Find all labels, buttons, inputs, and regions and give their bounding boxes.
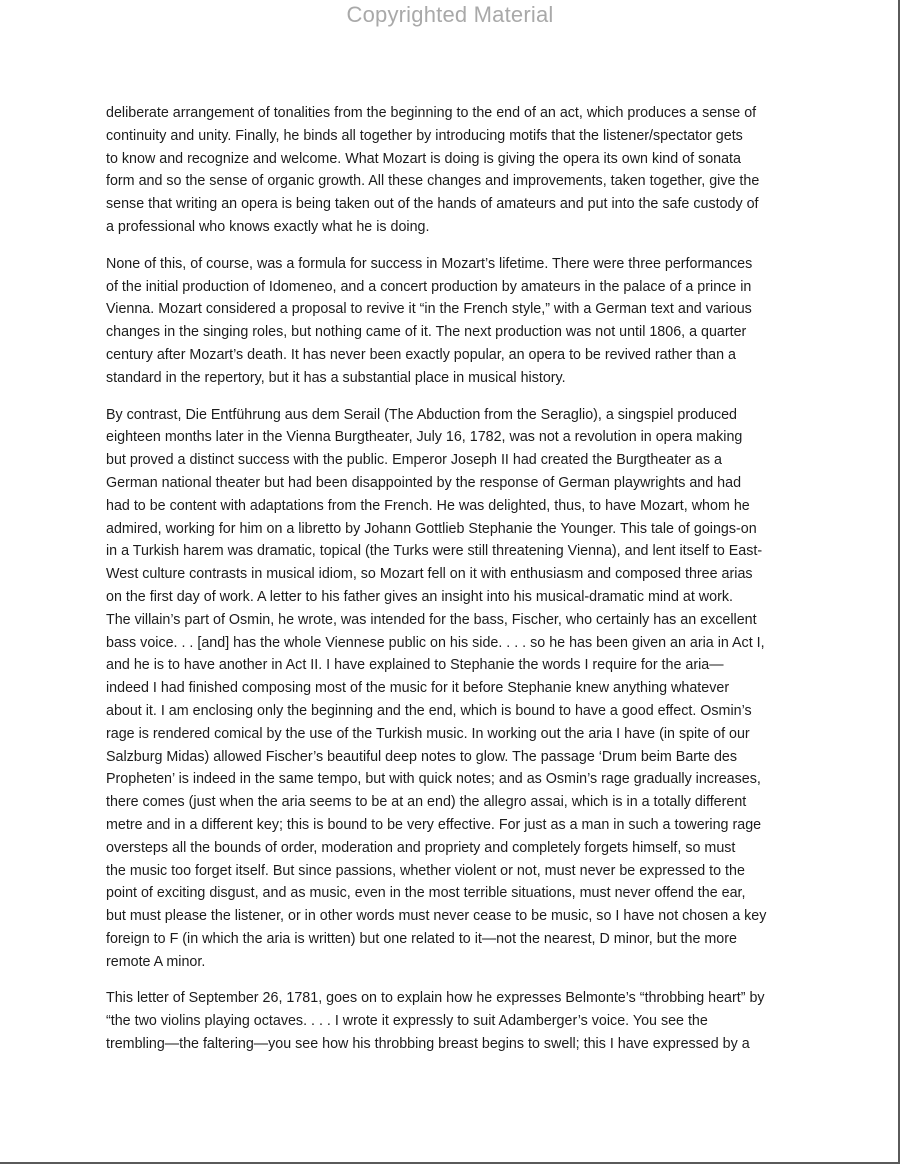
paragraph-belmonte-letter: [106, 987, 796, 1055]
text-line: The villain’s part of Osmin, he wrote, was intended for the bass, Fischer, who certainly has an excellent: [106, 611, 757, 628]
text-line: “the two violins playing octaves. . . . I wrote it expressly to suit Adamberger’s voice. You see the: [106, 1013, 708, 1030]
text-line: the music too forget itself. But since passions, whether violent or not, must never be expressed to the: [106, 862, 745, 879]
text-line: Vienna. Mozart considered a proposal to revive it “in the French style,” with a German text and various: [106, 301, 752, 318]
text-line: but must please the listener, or in other words must never cease to be music, so I have not chosen a key: [106, 908, 767, 925]
text-line: continuity and unity. Finally, he binds all together by introducing motifs that the listener/spectator gets: [106, 127, 743, 144]
text-line: deliberate arrangement of tonalities from the beginning to the end of an act, which produces a sense of: [106, 105, 757, 121]
text-line: oversteps all the bounds of order, moderation and propriety and completely forgets himself, so must: [106, 839, 736, 856]
paragraph-idomeneo-structure: [106, 102, 796, 239]
text-line: form and so the sense of organic growth. All these changes and improvements, taken together, give the: [106, 173, 760, 190]
text-line: and he is to have another in Act II. I have explained to Stephanie the words I require for the aria—: [106, 657, 724, 674]
text-line: foreign to F (in which the aria is written) but one related to it—not the nearest, D minor, but the more: [106, 930, 737, 947]
text-line: German national theater but had been disappointed by the response of German playwrights and had: [106, 474, 742, 491]
text-line: Salzburg Midas) allowed Fischer’s beautiful deep notes to glow. The passage ‘Drum beim Barte des: [106, 748, 737, 765]
text-line: had to be content with adaptations from the French. He was delighted, thus, to have Mozart, whom he: [106, 497, 750, 514]
text-line: This letter of September 26, 1781, goes on to explain how he expresses Belmonte’s “throbbing heart” by: [106, 990, 765, 1007]
text-line: eighteen months later in the Vienna Burgtheater, July 16, 1782, was not a revolution in opera making: [106, 429, 743, 446]
text-line: indeed I had finished composing most of the music for it before Stephanie knew anything whatever: [106, 680, 730, 697]
text-line: about it. I am enclosing only the beginning and the end, which is bound to have a good effect. Osmin’s: [106, 702, 752, 719]
text-line: admired, working for him on a libretto by Johann Gottlieb Stephanie the Younger. This tale of goings-on: [106, 520, 757, 537]
text-line: in a Turkish harem was dramatic, topical (the Turks were still threatening Vienna), and lent itself to East-: [106, 543, 763, 560]
text-line: of the initial production of Idomeneo, and a concert production by amateurs in the palace of a prince in: [106, 278, 752, 295]
text-line: Propheten’ is indeed in the same tempo, but with quick notes; and as Osmin’s rage gradually increases,: [106, 771, 761, 788]
text-line: but proved a distinct success with the public. Emperor Joseph II had created the Burgtheater as a: [106, 452, 722, 469]
text-line: remote A minor.: [106, 953, 206, 970]
text-line: By contrast, Die Entführung aus dem Serail (The Abduction from the Seraglio), a singspiel produced: [106, 406, 737, 423]
text-line: sense that writing an opera is being taken out of the hands of amateurs and put into the safe custody of: [106, 196, 759, 213]
text-line: West culture contrasts in musical idiom, so Mozart fell on it with enthusiasm and composed three arias: [106, 566, 753, 583]
text-line: there comes (just when the aria seems to be at an end) the allegro assai, which is in a totally different: [106, 794, 747, 811]
page-body: [106, 102, 796, 1070]
text-line: a professional who knows exactly what he is doing.: [106, 218, 430, 235]
text-line: changes in the singing roles, but nothing came of it. The next production was not until 1806, a quarter: [106, 324, 747, 341]
text-line: century after Mozart’s death. It has never been exactly popular, an opera to be revived rather than a: [106, 346, 736, 363]
text-line: on the first day of work. A letter to his father gives an insight into his musical-dramatic mind at work.: [106, 588, 733, 605]
text-line: standard in the repertory, but it has a substantial place in musical history.: [106, 369, 566, 386]
text-line: trembling—the faltering—you see how his throbbing breast begins to swell; this I have expressed by a: [106, 1036, 750, 1053]
text-line: point of exciting disgust, and as music, even in the most terrible situations, must never offend the ear,: [106, 885, 746, 902]
copyright-watermark: Copyrighted Material: [346, 2, 554, 27]
paragraph-entfuhrung-letter: [106, 404, 796, 974]
text-line: None of this, of course, was a formula for success in Mozart’s lifetime. There were three performances: [106, 255, 753, 272]
paragraph-idomeneo-reception: [106, 253, 796, 390]
text-line: rage is rendered comical by the use of the Turkish music. In working out the aria I have (in spite of our: [106, 725, 750, 742]
text-line: to know and recognize and welcome. What Mozart is doing is giving the opera its own kind of sonata: [106, 150, 741, 167]
text-line: metre and in a different key; this is bound to be very effective. For just as a man in such a towering rage: [106, 816, 762, 833]
text-line: bass voice. . . [and] has the whole Viennese public on his side. . . . so he has been given an aria in Act I,: [106, 634, 765, 651]
